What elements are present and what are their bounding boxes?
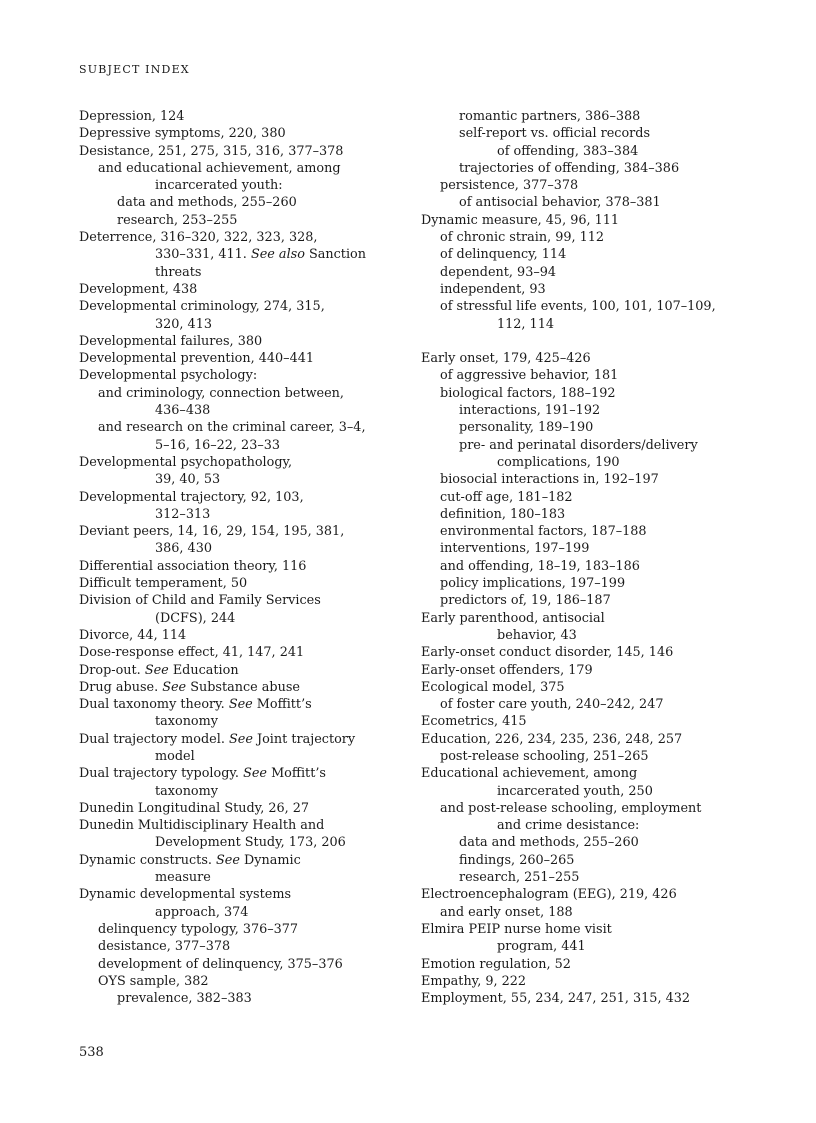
index-entry: Empathy, 9, 222 bbox=[421, 973, 527, 989]
index-entry: Developmental criminology, 274, 315, bbox=[79, 299, 325, 315]
index-entry: Electroencephalogram (EEG), 219, 426 bbox=[421, 887, 677, 903]
index-entry: Divorce, 44, 114 bbox=[79, 627, 187, 643]
index-entry: Dual trajectory model. See Joint trajectory bbox=[79, 731, 356, 747]
index-subentry: romantic partners, 386–388 bbox=[459, 109, 641, 124]
index-entry: Development, 438 bbox=[79, 281, 198, 297]
index-subentry: trajectories of offending, 384–386 bbox=[459, 160, 680, 176]
index-subentry: measure bbox=[155, 870, 211, 886]
index-subentry: of aggressive behavior, 181 bbox=[440, 368, 619, 384]
index-entry: Developmental prevention, 440–441 bbox=[79, 351, 314, 367]
index-subentry: and criminology, connection between, bbox=[98, 385, 344, 401]
index-subentry: self-report vs. official records bbox=[459, 126, 651, 142]
index-subentry: behavior, 43 bbox=[497, 627, 577, 643]
index-entry: Employment, 55, 234, 247, 251, 315, 432 bbox=[421, 991, 691, 1007]
index-subentry: environmental factors, 187–188 bbox=[440, 524, 647, 540]
index-subentry: and educational achievement, among bbox=[98, 160, 341, 176]
index-entry: Dose-response effect, 41, 147, 241 bbox=[79, 645, 305, 661]
index-entry: Ecological model, 375 bbox=[421, 679, 565, 695]
index-subentry: 320, 413 bbox=[155, 316, 212, 332]
index-subentry: incarcerated youth: bbox=[155, 178, 283, 194]
index-entry: Emotion regulation, 52 bbox=[421, 956, 571, 972]
index-subentry: and early onset, 188 bbox=[440, 904, 573, 920]
index-entry: Dynamic developmental systems bbox=[79, 887, 292, 903]
index-entry: Early onset, 179, 425–426 bbox=[421, 351, 591, 367]
index-subentry: (DCFS), 244 bbox=[155, 610, 236, 626]
index-entry: Early-onset offenders, 179 bbox=[421, 662, 593, 678]
index-column-right bbox=[421, 108, 751, 1007]
index-subentry: and crime desistance: bbox=[497, 818, 640, 834]
index-subentry: taxonomy bbox=[155, 783, 219, 799]
index-entry: Early-onset conduct disorder, 145, 146 bbox=[421, 645, 674, 661]
index-subentry: policy implications, 197–199 bbox=[440, 576, 626, 592]
index-subentry: 312–313 bbox=[155, 506, 211, 522]
index-spacer bbox=[421, 333, 751, 350]
index-entry: Drug abuse. See Substance abuse bbox=[79, 679, 301, 695]
index-subentry: of foster care youth, 240–242, 247 bbox=[440, 697, 664, 713]
index-subentry: data and methods, 255–260 bbox=[117, 195, 297, 211]
index-subentry: of stressful life events, 100, 101, 107–109, bbox=[440, 299, 716, 315]
index-entry: Ecometrics, 415 bbox=[421, 714, 527, 730]
index-subentry: of antisocial behavior, 378–381 bbox=[459, 195, 661, 211]
index-subentry: taxonomy bbox=[155, 714, 219, 730]
index-subentry: biological factors, 188–192 bbox=[440, 385, 616, 401]
index-subentry: interactions, 191–192 bbox=[459, 403, 601, 419]
index-entry: Educational achievement, among bbox=[421, 766, 638, 782]
index-subentry: data and methods, 255–260 bbox=[459, 835, 639, 851]
index-entry: Education, 226, 234, 235, 236, 248, 257 bbox=[421, 731, 683, 747]
index-subentry: biosocial interactions in, 192–197 bbox=[440, 472, 659, 488]
index-entry: Dual trajectory typology. See Moffitt’s bbox=[79, 766, 326, 782]
index-subentry: of chronic strain, 99, 112 bbox=[440, 230, 605, 246]
index-subentry: delinquency typology, 376–377 bbox=[98, 921, 299, 937]
index-subentry: approach, 374 bbox=[155, 904, 249, 920]
index-subentry: pre- and perinatal disorders/delivery bbox=[459, 437, 698, 453]
index-subentry: findings, 260–265 bbox=[459, 852, 575, 868]
index-entry: Differential association theory, 116 bbox=[79, 558, 307, 574]
index-entry: Desistance, 251, 275, 315, 316, 377–378 bbox=[79, 143, 344, 159]
index-subentry: program, 441 bbox=[497, 939, 586, 955]
running-header: SUBJECT INDEX bbox=[79, 63, 190, 76]
index-entry: Developmental psychology: bbox=[79, 368, 258, 384]
index-subentry: dependent, 93–94 bbox=[440, 264, 557, 280]
index-subentry: desistance, 377–378 bbox=[98, 939, 231, 955]
index-subentry: incarcerated youth, 250 bbox=[497, 783, 653, 799]
index-subentry: 112, 114 bbox=[497, 316, 554, 332]
index-subentry: threats bbox=[155, 264, 202, 280]
index-subentry: 39, 40, 53 bbox=[155, 472, 221, 488]
index-subentry: 386, 430 bbox=[155, 541, 212, 557]
index-entry: Division of Child and Family Services bbox=[79, 593, 321, 609]
index-subentry: post-release schooling, 251–265 bbox=[440, 748, 649, 764]
index-entry: Dunedin Longitudinal Study, 26, 27 bbox=[79, 800, 310, 816]
index-subentry: OYS sample, 382 bbox=[98, 973, 209, 989]
index-subentry: 330–331, 411. See also Sanction bbox=[155, 247, 366, 263]
index-entry: Depression, 124 bbox=[79, 109, 185, 124]
index-column-left bbox=[79, 108, 409, 1007]
index-subentry: cut-off age, 181–182 bbox=[440, 489, 573, 505]
index-subentry: 5–16, 16–22, 23–33 bbox=[155, 437, 281, 453]
index-subentry: research, 251–255 bbox=[459, 870, 580, 886]
index-subentry: development of delinquency, 375–376 bbox=[98, 956, 343, 972]
index-entry: Dynamic measure, 45, 96, 111 bbox=[421, 212, 620, 228]
index-subentry: predictors of, 19, 186–187 bbox=[440, 593, 611, 609]
index-subentry: and offending, 18–19, 183–186 bbox=[440, 558, 640, 574]
index-entry: Dunedin Multidisciplinary Health and bbox=[79, 818, 325, 834]
index-entry: Drop-out. See Education bbox=[79, 662, 239, 678]
index-subentry: and research on the criminal career, 3–4, bbox=[98, 420, 366, 436]
index-entry: Elmira PEIP nurse home visit bbox=[421, 921, 612, 937]
index-subentry: research, 253–255 bbox=[117, 212, 238, 228]
index-entry: Deterrence, 316–320, 322, 323, 328, bbox=[79, 230, 318, 246]
index-subentry: interventions, 197–199 bbox=[440, 541, 590, 557]
index-subentry: Development Study, 173, 206 bbox=[155, 835, 346, 851]
index-entry: Dynamic constructs. See Dynamic bbox=[79, 852, 301, 868]
index-entry: Developmental trajectory, 92, 103, bbox=[79, 489, 304, 505]
index-subentry: personality, 189–190 bbox=[459, 420, 594, 436]
index-subentry: prevalence, 382–383 bbox=[117, 991, 252, 1007]
index-subentry: of offending, 383–384 bbox=[497, 143, 639, 159]
index-entry: Early parenthood, antisocial bbox=[421, 610, 605, 626]
index-subentry: persistence, 377–378 bbox=[440, 178, 579, 194]
index-subentry: 436–438 bbox=[155, 403, 211, 419]
index-entry: Deviant peers, 14, 16, 29, 154, 195, 381, bbox=[79, 524, 345, 540]
index-subentry: and post-release schooling, employment bbox=[440, 800, 702, 816]
index-entry: Depressive symptoms, 220, 380 bbox=[79, 126, 286, 142]
index-entry: Developmental psychopathology, bbox=[79, 454, 293, 470]
index-entry: Dual taxonomy theory. See Moffitt’s bbox=[79, 697, 312, 713]
index-entry: Developmental failures, 380 bbox=[79, 333, 263, 349]
index-subentry: definition, 180–183 bbox=[440, 506, 566, 522]
index-subentry: model bbox=[155, 748, 195, 764]
page-number: 538 bbox=[79, 1045, 104, 1060]
index-subentry: complications, 190 bbox=[497, 454, 620, 470]
index-entry: Difficult temperament, 50 bbox=[79, 576, 248, 592]
index-subentry: independent, 93 bbox=[440, 281, 546, 297]
index-subentry: of delinquency, 114 bbox=[440, 247, 567, 263]
